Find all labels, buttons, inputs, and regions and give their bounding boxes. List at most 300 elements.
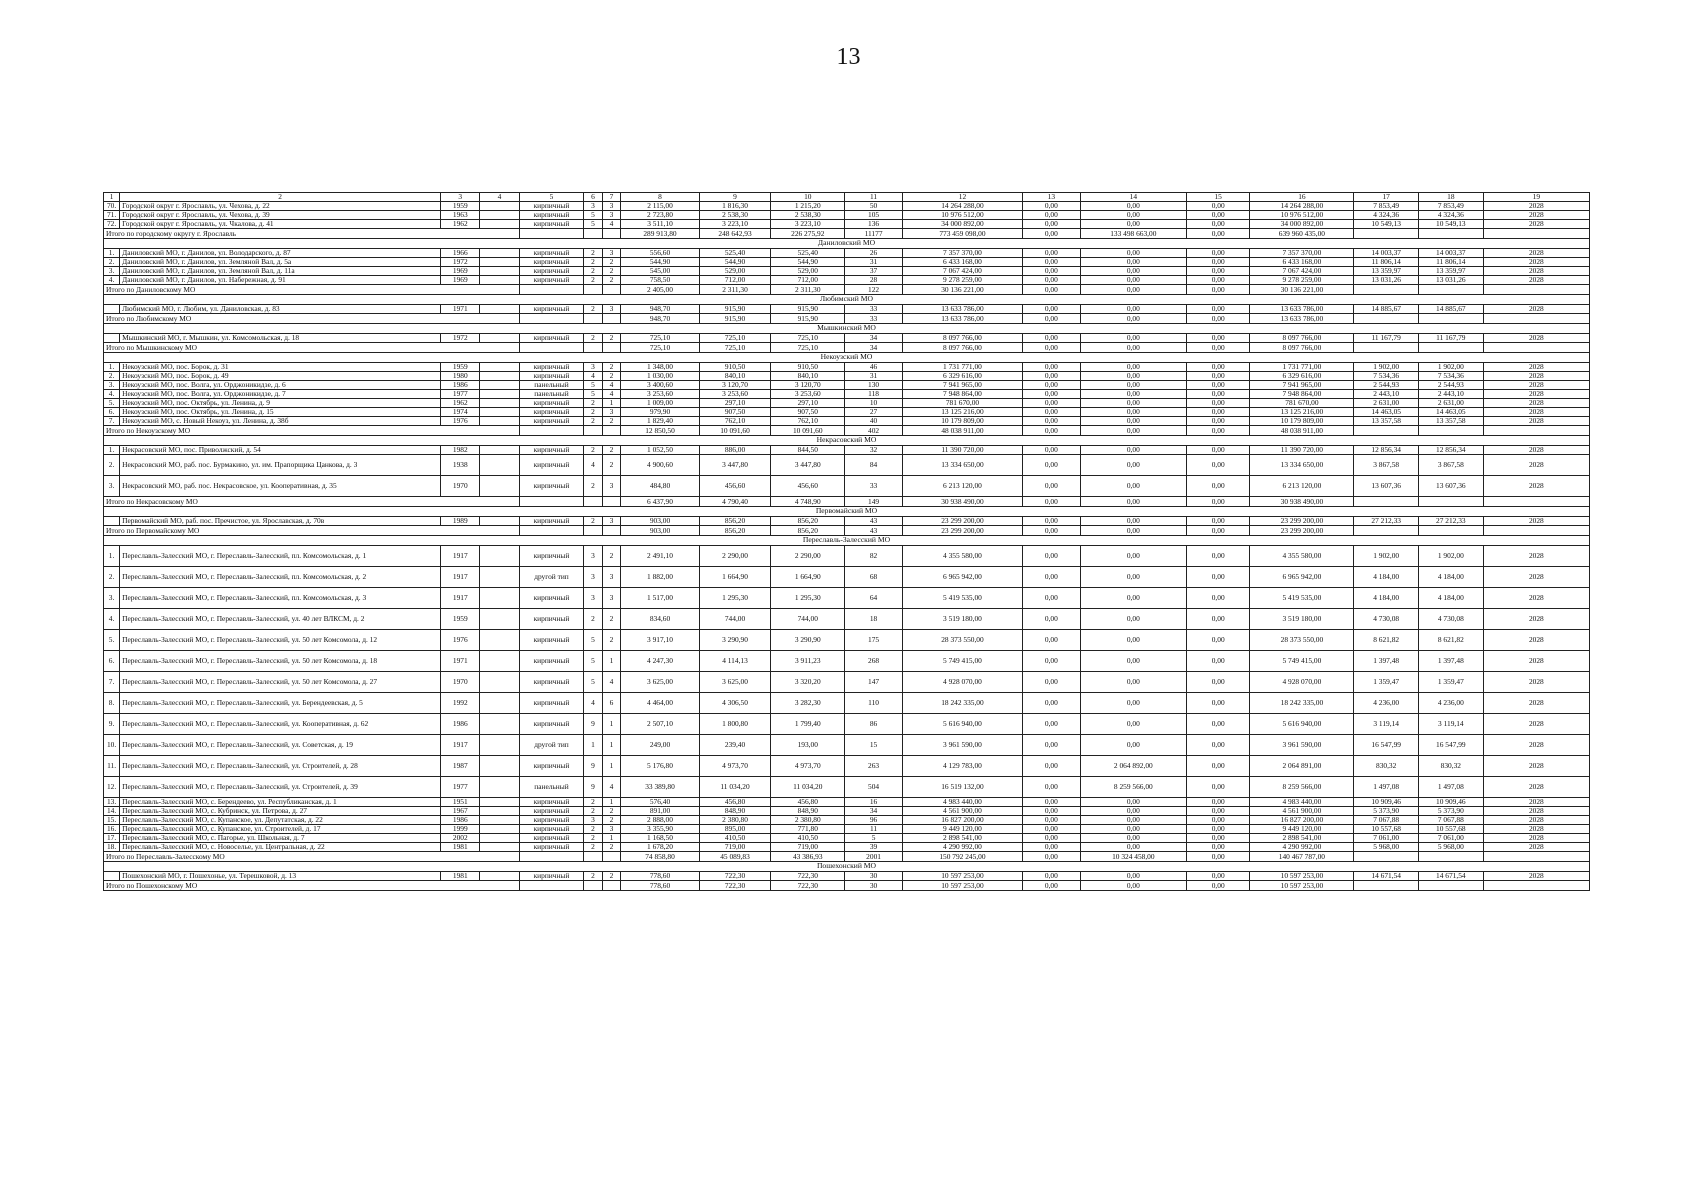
cost-fund: 0,00 — [1023, 672, 1081, 693]
area-premises: 856,20 — [699, 517, 771, 526]
total-s1: 12 850,50 — [621, 426, 700, 436]
address: Городской округ г. Ярославль, ул. Чкалова, д. 41 — [120, 220, 441, 229]
planned-year: 2028 — [1483, 807, 1589, 816]
area-total: 725,10 — [621, 334, 700, 343]
area-total: 1 348,00 — [621, 363, 700, 372]
cost-total: 9 449 120,00 — [902, 825, 1022, 834]
address: Городской округ г. Ярославль, ул. Чехова, д. 39 — [120, 211, 441, 220]
residents: 110 — [845, 693, 903, 714]
area-premises: 456,60 — [699, 476, 771, 497]
floors: 2 — [584, 267, 602, 276]
area-residential: 529,00 — [771, 267, 845, 276]
planned-year: 2028 — [1483, 267, 1589, 276]
area-total: 3 355,90 — [621, 825, 700, 834]
entrances: 1 — [602, 735, 620, 756]
wall-material: другой тип — [519, 735, 584, 756]
total-empty-1 — [584, 526, 602, 536]
table-row — [104, 567, 1590, 588]
row-number: 70. — [104, 202, 120, 211]
cost-municipal: 0,00 — [1186, 714, 1250, 735]
area-premises: 4 114,13 — [699, 651, 771, 672]
cost-municipal: 0,00 — [1186, 305, 1250, 314]
table-row — [104, 372, 1590, 381]
cost-owners: 6 329 616,00 — [1250, 372, 1354, 381]
row-number: 12. — [104, 777, 120, 798]
total-empty-tail-0 — [1354, 526, 1419, 536]
area-residential: 3 290,90 — [771, 630, 845, 651]
header-cell-1: 1 — [104, 193, 120, 202]
table-row — [104, 872, 1590, 881]
table-row — [104, 714, 1590, 735]
cost-municipal: 0,00 — [1186, 546, 1250, 567]
total-row — [104, 852, 1590, 862]
col-4 — [480, 546, 519, 567]
wall-material: кирпичный — [519, 211, 584, 220]
cost-owners: 5 749 415,00 — [1250, 651, 1354, 672]
cost-municipal: 0,00 — [1186, 777, 1250, 798]
year-built: 1977 — [441, 390, 480, 399]
entrances: 4 — [602, 672, 620, 693]
total-v13: 0,00 — [1023, 526, 1081, 536]
area-total: 544,90 — [621, 258, 700, 267]
floors: 2 — [584, 872, 602, 881]
cost-total: 10 179 809,00 — [902, 417, 1022, 426]
area-premises: 3 290,90 — [699, 630, 771, 651]
total-s2: 45 089,83 — [699, 852, 771, 862]
entrances: 2 — [602, 276, 620, 285]
wall-material: кирпичный — [519, 276, 584, 285]
year-built: 1986 — [441, 714, 480, 735]
total-s2: 722,30 — [699, 881, 771, 891]
entrances: 3 — [602, 588, 620, 609]
cost-total: 14 264 288,00 — [902, 202, 1022, 211]
cost-fund: 0,00 — [1023, 399, 1081, 408]
total-empty-tail-2 — [1483, 526, 1589, 536]
entrances: 2 — [602, 267, 620, 276]
table-row — [104, 476, 1590, 497]
unit-cost: 14 003,37 — [1354, 249, 1419, 258]
entrances: 3 — [602, 567, 620, 588]
total-v16: 140 467 787,00 — [1250, 852, 1354, 862]
cost-municipal: 0,00 — [1186, 672, 1250, 693]
cost-total: 1 731 771,00 — [902, 363, 1022, 372]
total-row — [104, 314, 1590, 324]
cost-fund: 0,00 — [1023, 305, 1081, 314]
wall-material: кирпичный — [519, 834, 584, 843]
unit-cost: 10 557,68 — [1354, 825, 1419, 834]
area-residential: 762,10 — [771, 417, 845, 426]
header-cell-10: 10 — [771, 193, 845, 202]
area-premises: 907,50 — [699, 408, 771, 417]
wall-material: кирпичный — [519, 517, 584, 526]
header-cell-12: 12 — [902, 193, 1022, 202]
table-row — [104, 588, 1590, 609]
col-4 — [480, 756, 519, 777]
cost-total: 3 961 590,00 — [902, 735, 1022, 756]
total-v16: 30 136 221,00 — [1250, 285, 1354, 295]
cost-municipal: 0,00 — [1186, 446, 1250, 455]
total-empty-0 — [519, 881, 584, 891]
unit-cost: 7 534,36 — [1354, 372, 1419, 381]
area-total: 576,40 — [621, 798, 700, 807]
planned-year: 2028 — [1483, 399, 1589, 408]
address: Переславль-Залесский МО, с. Берендеево, ул. Республиканская, д. 1 — [120, 798, 441, 807]
unit-cost: 14 671,54 — [1354, 872, 1419, 881]
area-total: 834,60 — [621, 609, 700, 630]
cost-fund: 0,00 — [1023, 807, 1081, 816]
cost-municipal: 0,00 — [1186, 872, 1250, 881]
unit-cost-limit: 27 212,33 — [1419, 517, 1484, 526]
area-premises: 886,00 — [699, 446, 771, 455]
address: Переславль-Залесский МО, г. Переславль-Залесский, пл. Комсомольская, д. 2 — [120, 567, 441, 588]
address: Некоузский МО, пос. Октябрь, ул. Ленина, д. 9 — [120, 399, 441, 408]
floors: 2 — [584, 609, 602, 630]
wall-material: кирпичный — [519, 825, 584, 834]
floors: 3 — [584, 202, 602, 211]
col-4 — [480, 363, 519, 372]
year-built: 1976 — [441, 630, 480, 651]
cost-fund: 0,00 — [1023, 567, 1081, 588]
year-built: 1981 — [441, 872, 480, 881]
area-residential: 525,40 — [771, 249, 845, 258]
area-total: 4 464,00 — [621, 693, 700, 714]
unit-cost-limit: 7 067,88 — [1419, 816, 1484, 825]
cost-regional: 0,00 — [1080, 588, 1186, 609]
total-v15: 0,00 — [1186, 285, 1250, 295]
table-row — [104, 693, 1590, 714]
cost-fund: 0,00 — [1023, 258, 1081, 267]
cost-municipal: 0,00 — [1186, 267, 1250, 276]
total-row — [104, 343, 1590, 353]
cost-owners: 23 299 200,00 — [1250, 517, 1354, 526]
cost-owners: 7 067 424,00 — [1250, 267, 1354, 276]
cost-total: 6 213 120,00 — [902, 476, 1022, 497]
planned-year: 2028 — [1483, 381, 1589, 390]
total-v15: 0,00 — [1186, 881, 1250, 891]
area-residential: 844,50 — [771, 446, 845, 455]
table-row — [104, 446, 1590, 455]
row-number: 4. — [104, 390, 120, 399]
planned-year: 2028 — [1483, 258, 1589, 267]
total-empty-2 — [602, 343, 620, 353]
unit-cost-limit: 2 544,93 — [1419, 381, 1484, 390]
unit-cost-limit: 10 557,68 — [1419, 825, 1484, 834]
cost-owners: 3 519 180,00 — [1250, 609, 1354, 630]
cost-total: 16 519 132,00 — [902, 777, 1022, 798]
total-v14: 0,00 — [1080, 881, 1186, 891]
row-number: 1. — [104, 546, 120, 567]
table-row — [104, 777, 1590, 798]
col-4 — [480, 211, 519, 220]
area-premises: 3 253,60 — [699, 390, 771, 399]
area-premises: 2 380,80 — [699, 816, 771, 825]
cost-regional: 0,00 — [1080, 276, 1186, 285]
total-empty-2 — [602, 229, 620, 239]
total-empty-tail-2 — [1483, 285, 1589, 295]
planned-year: 2028 — [1483, 609, 1589, 630]
cost-owners: 10 597 253,00 — [1250, 872, 1354, 881]
cost-fund: 0,00 — [1023, 825, 1081, 834]
residents: 263 — [845, 756, 903, 777]
total-empty-1 — [584, 314, 602, 324]
cost-regional: 0,00 — [1080, 517, 1186, 526]
cost-municipal: 0,00 — [1186, 381, 1250, 390]
area-premises: 895,00 — [699, 825, 771, 834]
row-number: 1. — [104, 363, 120, 372]
total-empty-1 — [584, 881, 602, 891]
total-empty-tail-2 — [1483, 426, 1589, 436]
planned-year: 2028 — [1483, 798, 1589, 807]
total-empty-tail-2 — [1483, 881, 1589, 891]
area-residential: 2 290,00 — [771, 546, 845, 567]
cost-total: 34 000 892,00 — [902, 220, 1022, 229]
total-v14: 0,00 — [1080, 343, 1186, 353]
year-built: 1987 — [441, 756, 480, 777]
cost-municipal: 0,00 — [1186, 249, 1250, 258]
unit-cost: 1 497,08 — [1354, 777, 1419, 798]
cost-owners: 4 561 900,00 — [1250, 807, 1354, 816]
area-premises: 544,90 — [699, 258, 771, 267]
cost-owners: 4 290 992,00 — [1250, 843, 1354, 852]
unit-cost-limit: 13 357,58 — [1419, 417, 1484, 426]
row-number: 7. — [104, 672, 120, 693]
cost-total: 5 419 535,00 — [902, 588, 1022, 609]
col-4 — [480, 834, 519, 843]
col-4 — [480, 305, 519, 314]
residents: 40 — [845, 417, 903, 426]
floors: 5 — [584, 220, 602, 229]
total-v16: 30 938 490,00 — [1250, 497, 1354, 507]
cost-total: 5 616 940,00 — [902, 714, 1022, 735]
cost-municipal: 0,00 — [1186, 334, 1250, 343]
address: Даниловский МО, г. Данилов, ул. Володарского, д. 87 — [120, 249, 441, 258]
area-total: 1 517,00 — [621, 588, 700, 609]
total-empty-1 — [584, 426, 602, 436]
cost-regional: 0,00 — [1080, 834, 1186, 843]
row-number: 1. — [104, 249, 120, 258]
row-number: 3. — [104, 381, 120, 390]
area-total: 545,00 — [621, 267, 700, 276]
total-row — [104, 526, 1590, 536]
col-4 — [480, 714, 519, 735]
year-built: 1967 — [441, 807, 480, 816]
area-total: 1 882,00 — [621, 567, 700, 588]
planned-year: 2028 — [1483, 363, 1589, 372]
floors: 4 — [584, 693, 602, 714]
area-residential: 856,20 — [771, 517, 845, 526]
total-v12: 30 136 221,00 — [902, 285, 1022, 295]
table-row — [104, 816, 1590, 825]
cost-total: 781 670,00 — [902, 399, 1022, 408]
unit-cost: 13 359,97 — [1354, 267, 1419, 276]
cost-owners: 3 961 590,00 — [1250, 735, 1354, 756]
area-premises: 3 120,70 — [699, 381, 771, 390]
row-number: 10. — [104, 735, 120, 756]
section-title: Даниловский МО — [104, 239, 1590, 249]
entrances: 4 — [602, 220, 620, 229]
area-total: 758,50 — [621, 276, 700, 285]
floors: 9 — [584, 777, 602, 798]
cost-municipal: 0,00 — [1186, 843, 1250, 852]
row-number: 2. — [104, 567, 120, 588]
col-4 — [480, 220, 519, 229]
entrances: 1 — [602, 399, 620, 408]
total-empty-tail-2 — [1483, 314, 1589, 324]
area-total: 778,60 — [621, 872, 700, 881]
residents: 130 — [845, 381, 903, 390]
area-residential: 725,10 — [771, 334, 845, 343]
cost-owners: 18 242 335,00 — [1250, 693, 1354, 714]
unit-cost: 1 902,00 — [1354, 363, 1419, 372]
area-total: 3 511,10 — [621, 220, 700, 229]
cost-regional: 0,00 — [1080, 609, 1186, 630]
total-p: 30 — [845, 881, 903, 891]
area-total: 948,70 — [621, 305, 700, 314]
total-v14: 0,00 — [1080, 285, 1186, 295]
total-v13: 0,00 — [1023, 426, 1081, 436]
table-row — [104, 672, 1590, 693]
area-total: 556,60 — [621, 249, 700, 258]
page-number: 13 — [836, 44, 861, 70]
cost-owners: 8 259 566,00 — [1250, 777, 1354, 798]
year-built: 1963 — [441, 211, 480, 220]
planned-year: 2028 — [1483, 390, 1589, 399]
year-built: 1959 — [441, 363, 480, 372]
cost-municipal: 0,00 — [1186, 258, 1250, 267]
floors: 2 — [584, 807, 602, 816]
year-built: 1962 — [441, 220, 480, 229]
cost-regional: 0,00 — [1080, 714, 1186, 735]
total-v14: 133 498 663,00 — [1080, 229, 1186, 239]
residents: 96 — [845, 816, 903, 825]
address: Некрасовский МО, раб. пос. Некрасовское, ул. Кооперативная, д. 35 — [120, 476, 441, 497]
cost-fund: 0,00 — [1023, 777, 1081, 798]
wall-material: кирпичный — [519, 872, 584, 881]
total-v12: 8 097 766,00 — [902, 343, 1022, 353]
entrances: 6 — [602, 693, 620, 714]
area-residential: 4 973,70 — [771, 756, 845, 777]
table-row — [104, 220, 1590, 229]
year-built: 1989 — [441, 517, 480, 526]
unit-cost-limit: 5 968,00 — [1419, 843, 1484, 852]
year-built: 1917 — [441, 735, 480, 756]
unit-cost: 11 806,14 — [1354, 258, 1419, 267]
residents: 11 — [845, 825, 903, 834]
total-v14: 10 324 458,00 — [1080, 852, 1186, 862]
header-cell-3: 3 — [441, 193, 480, 202]
section-title: Пошехонский МО — [104, 862, 1590, 872]
cost-regional: 0,00 — [1080, 807, 1186, 816]
total-v16: 639 960 435,00 — [1250, 229, 1354, 239]
area-total: 3 400,60 — [621, 381, 700, 390]
cost-municipal: 0,00 — [1186, 455, 1250, 476]
floors: 3 — [584, 546, 602, 567]
wall-material: кирпичный — [519, 399, 584, 408]
area-total: 4 900,60 — [621, 455, 700, 476]
cost-fund: 0,00 — [1023, 202, 1081, 211]
cost-total: 4 928 070,00 — [902, 672, 1022, 693]
planned-year: 2028 — [1483, 249, 1589, 258]
cost-fund: 0,00 — [1023, 249, 1081, 258]
col-4 — [480, 825, 519, 834]
cost-regional: 0,00 — [1080, 211, 1186, 220]
section-row — [104, 536, 1590, 546]
wall-material: кирпичный — [519, 651, 584, 672]
row-number: 11. — [104, 756, 120, 777]
wall-material: кирпичный — [519, 446, 584, 455]
wall-material: кирпичный — [519, 588, 584, 609]
address: Переславль-Залесский МО, г. Переславль-Залесский, пл. Комсомольская, д. 1 — [120, 546, 441, 567]
cost-municipal: 0,00 — [1186, 372, 1250, 381]
cost-municipal: 0,00 — [1186, 408, 1250, 417]
unit-cost: 1 902,00 — [1354, 546, 1419, 567]
total-p: 34 — [845, 343, 903, 353]
total-s3: 10 091,60 — [771, 426, 845, 436]
table-row — [104, 249, 1590, 258]
header-cell-14: 14 — [1080, 193, 1186, 202]
unit-cost-limit: 7 061,00 — [1419, 834, 1484, 843]
unit-cost-limit: 4 324,36 — [1419, 211, 1484, 220]
planned-year: 2028 — [1483, 546, 1589, 567]
year-built: 1992 — [441, 693, 480, 714]
residents: 34 — [845, 334, 903, 343]
residents: 136 — [845, 220, 903, 229]
wall-material: кирпичный — [519, 202, 584, 211]
total-row — [104, 229, 1590, 239]
cost-fund: 0,00 — [1023, 735, 1081, 756]
cost-fund: 0,00 — [1023, 276, 1081, 285]
unit-cost: 16 547,99 — [1354, 735, 1419, 756]
address: Переславль-Залесский МО, с. Купанское, ул. Строителей, д. 17 — [120, 825, 441, 834]
total-empty-tail-0 — [1354, 343, 1419, 353]
total-empty-2 — [602, 426, 620, 436]
header-row — [104, 193, 1590, 202]
year-built: 1966 — [441, 249, 480, 258]
cost-regional: 0,00 — [1080, 735, 1186, 756]
area-total: 891,00 — [621, 807, 700, 816]
col-4 — [480, 843, 519, 852]
residents: 37 — [845, 267, 903, 276]
cost-fund: 0,00 — [1023, 630, 1081, 651]
total-empty-1 — [584, 229, 602, 239]
register-table-container — [103, 192, 1590, 891]
residents: 268 — [845, 651, 903, 672]
total-empty-0 — [519, 526, 584, 536]
area-residential: 3 223,10 — [771, 220, 845, 229]
wall-material: кирпичный — [519, 417, 584, 426]
col-4 — [480, 567, 519, 588]
area-premises: 1 816,30 — [699, 202, 771, 211]
unit-cost: 1 359,47 — [1354, 672, 1419, 693]
row-number: 3. — [104, 476, 120, 497]
address: Некоузский МО, с. Новый Некоуз, ул. Ленина, д. 38б — [120, 417, 441, 426]
cost-regional: 0,00 — [1080, 363, 1186, 372]
cost-regional: 0,00 — [1080, 258, 1186, 267]
total-label: Итого по Даниловскому МО — [104, 285, 520, 295]
area-total: 1 829,40 — [621, 417, 700, 426]
section-row — [104, 507, 1590, 517]
area-premises: 840,10 — [699, 372, 771, 381]
residents: 34 — [845, 807, 903, 816]
cost-owners: 1 731 771,00 — [1250, 363, 1354, 372]
area-premises: 239,40 — [699, 735, 771, 756]
section-row — [104, 295, 1590, 305]
unit-cost: 13 031,26 — [1354, 276, 1419, 285]
total-p: 11177 — [845, 229, 903, 239]
cost-municipal: 0,00 — [1186, 417, 1250, 426]
unit-cost: 5 373,90 — [1354, 807, 1419, 816]
planned-year: 2028 — [1483, 872, 1589, 881]
